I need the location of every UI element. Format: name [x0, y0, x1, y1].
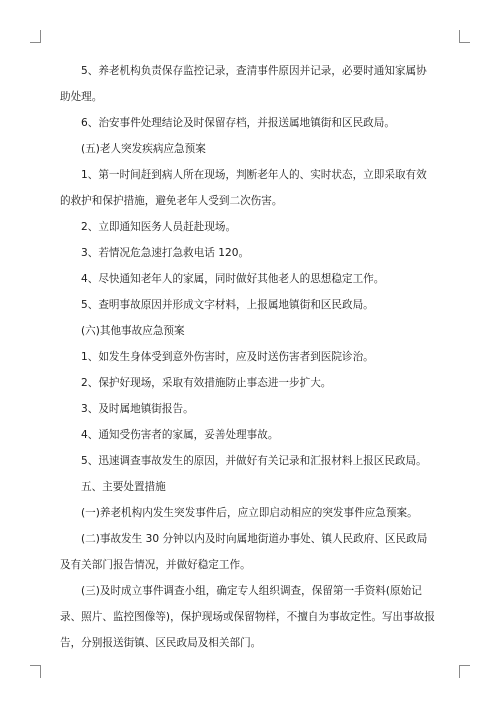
- paragraph: 3、及时属地镇街报告。: [81, 403, 194, 415]
- paragraph: 6、治安事件处理结论及时保留存档，并报送属地镇街和区民政局。: [81, 117, 395, 129]
- crop-mark-top-left: [30, 30, 41, 43]
- paragraph: (三)及时成立事件调查小组，确定专人组织调查，保留第一手资料(原始记录、照片、监控图像等)，保护现场或保留物样，不擅自为事故定性。写出事故报告，分别报送街镇、区民政局及相关部门。: [60, 585, 435, 649]
- crop-mark-top-right: [459, 30, 470, 43]
- paragraph: 4、通知受伤害者的家属，妥善处理事故。: [81, 429, 279, 441]
- paragraph: 2、保护好现场，采取有效措施防止事态进一步扩大。: [81, 377, 332, 389]
- paragraph: 5、养老机构负责保存监控记录，查清事件原因并记录，必要时通知家属协助处理。: [60, 65, 427, 103]
- section-heading: (五)老人突发疾病应急预案: [81, 143, 206, 155]
- section-heading: (六)其他事故应急预案: [81, 325, 185, 337]
- document-body: [60, 58, 435, 656]
- paragraph: 3、若情况危急速打急救电话 120。: [81, 247, 250, 259]
- paragraph: 5、迅速调查事故发生的原因，并做好有关记录和汇报材料上报区民政局。: [81, 455, 427, 467]
- paragraph: 5、查明事故原因并形成文字材料，上报属地镇街和区民政局。: [81, 299, 374, 311]
- section-heading: 五、主要处置措施: [81, 481, 166, 493]
- paragraph: 1、第一时间赶到病人所在现场，判断老年人的、实时状态，立即采取有效的救护和保护措施，避免老年人受到二次伤害。: [60, 169, 427, 207]
- crop-mark-bottom-right: [459, 665, 470, 678]
- paragraph: 2、立即通知医务人员赶赴现场。: [81, 221, 237, 233]
- paragraph: (一)养老机构内发生突发事件后，应立即启动相应的突发事件应急预案。: [81, 507, 418, 519]
- paragraph: (二)事故发生 30 分钟以内及时向属地街道办事处、镇人民政府、区民政局及有关部门报告情况，并做好稳定工作。: [60, 533, 428, 571]
- paragraph: 4、尽快通知老年人的家属，同时做好其他老人的思想稳定工作。: [81, 273, 385, 285]
- paragraph: 1、如发生身体受到意外伤害时，应及时送伤害者到医院诊治。: [81, 351, 374, 363]
- crop-mark-bottom-left: [30, 665, 41, 678]
